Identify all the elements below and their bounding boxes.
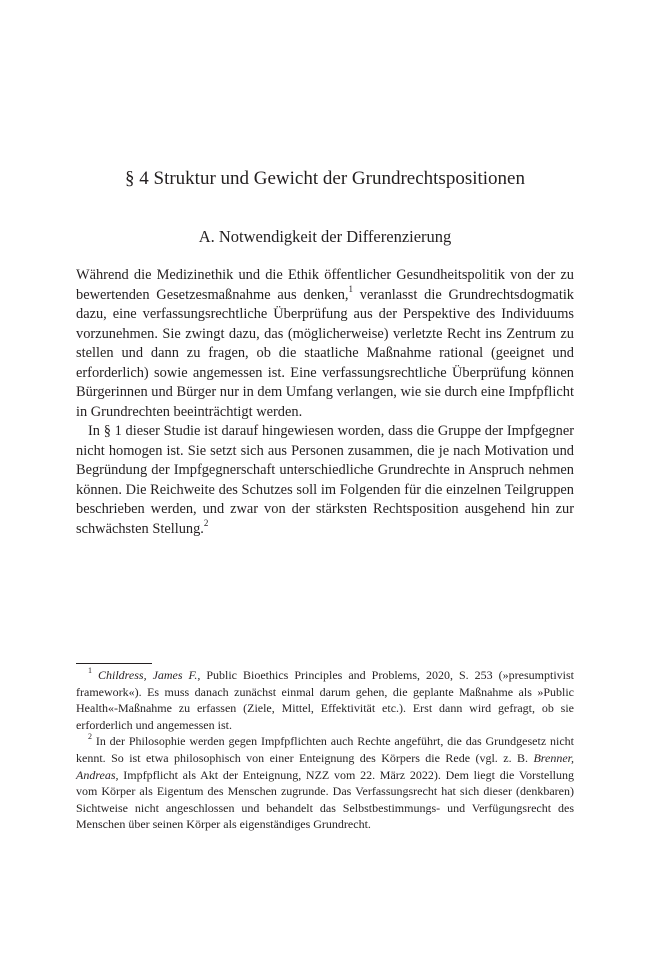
book-page <box>76 0 574 972</box>
footnotes <box>76 667 574 833</box>
footnote-divider <box>76 663 152 664</box>
footnote-2 <box>76 733 574 833</box>
footnote-ref-2[interactable]: 2 <box>203 517 209 528</box>
footnote-text: Impfpflicht als Akt der Enteignung, NZZ vom 22. März 2022). Dem liegt die Vorstellung vom Körper als Eigentum des Menschen zugrunde. Das Verfassungsrecht hat sich dieser (denkbaren) Sichtweise nicht angeschlossen und behandelt das Selbstbestimmungs- und Verfügungsrecht des Menschen über seinen Körper als eigenständiges Grundrecht. <box>76 767 574 832</box>
section-title: A. Notwendigkeit der Differenzierung <box>198 227 452 246</box>
chapter-title: § 4 Struktur und Gewicht der Grundrechtspositionen <box>125 168 525 189</box>
footnote-text: In der Philosophie werden gegen Impfpflichten auch Rechte angeführt, die das Grundgesetz nicht kennt. So ist etwa philosophisch von einer Enteignung des Körpers die Rede (vgl. z. B. <box>76 734 574 765</box>
main-text <box>76 266 574 539</box>
paragraph-text: Während die Medizinethik und die Ethik öffentlicher Gesundheitspolitik von der zu bewertenden Gesetzesmaßnahme aus denken, <box>76 267 574 303</box>
footnote-number: 1 <box>88 666 92 675</box>
paragraph-text: In § 1 dieser Studie ist darauf hingewiesen worden, dass die Gruppe der Impfgegner nicht homogen ist. Sie setzt sich aus Personen zusammen, die je nach Motivation und Begründung der Impfgegnerschaft unterschiedliche Grundrechte in Anspruch nehmen können. Die Reichweite des Schutzes soll im Folgenden für die einzelnen Teilgruppen beschrieben werden, und zwar von der stärksten Rechtsposition ausgehend hin zur schwächsten Stellung. <box>76 423 574 537</box>
footnote-1 <box>76 667 574 733</box>
footnote-text: Public Bioethics Principles and Problems, 2020, S. 253 (»presumptivist framework«). Es muss danach zunächst einmal darum gehen, die geplante Maßnahme als »Public Health«-Maßnahme zu erfassen (Ziele, Mittel, Effektivität etc.). Erst dann wird gefragt, ob sie erforderlich und angemessen ist. <box>76 668 574 732</box>
footnote-author: Brenner, Andreas, <box>76 750 574 782</box>
footnote-author: Childress, James F., <box>98 668 201 682</box>
paragraph-2 <box>76 422 574 539</box>
footnote-number: 2 <box>88 732 92 742</box>
paragraph-1 <box>76 266 574 422</box>
footnote-ref-1[interactable]: 1 <box>348 283 354 294</box>
paragraph-text: veranlasst die Grundrechtsdogmatik dazu, eine verfassungsrechtliche Überprüfung aus der Perspektive des Individuums vorzunehmen. Sie zwingt dazu, das (möglicherweise) verletzte Recht ins Zentrum zu stellen und dann zu fragen, ob die staatliche Maßnahme rational (geeignet und erforderlich) sowie angemessen ist. Eine verfassungsrechtliche Überprüfung können Bürgerinnen und Bürger nur in dem Umfang verlangen, wie sie durch eine Impfpflicht in Grundrechten beeinträchtigt werden. <box>76 286 575 420</box>
